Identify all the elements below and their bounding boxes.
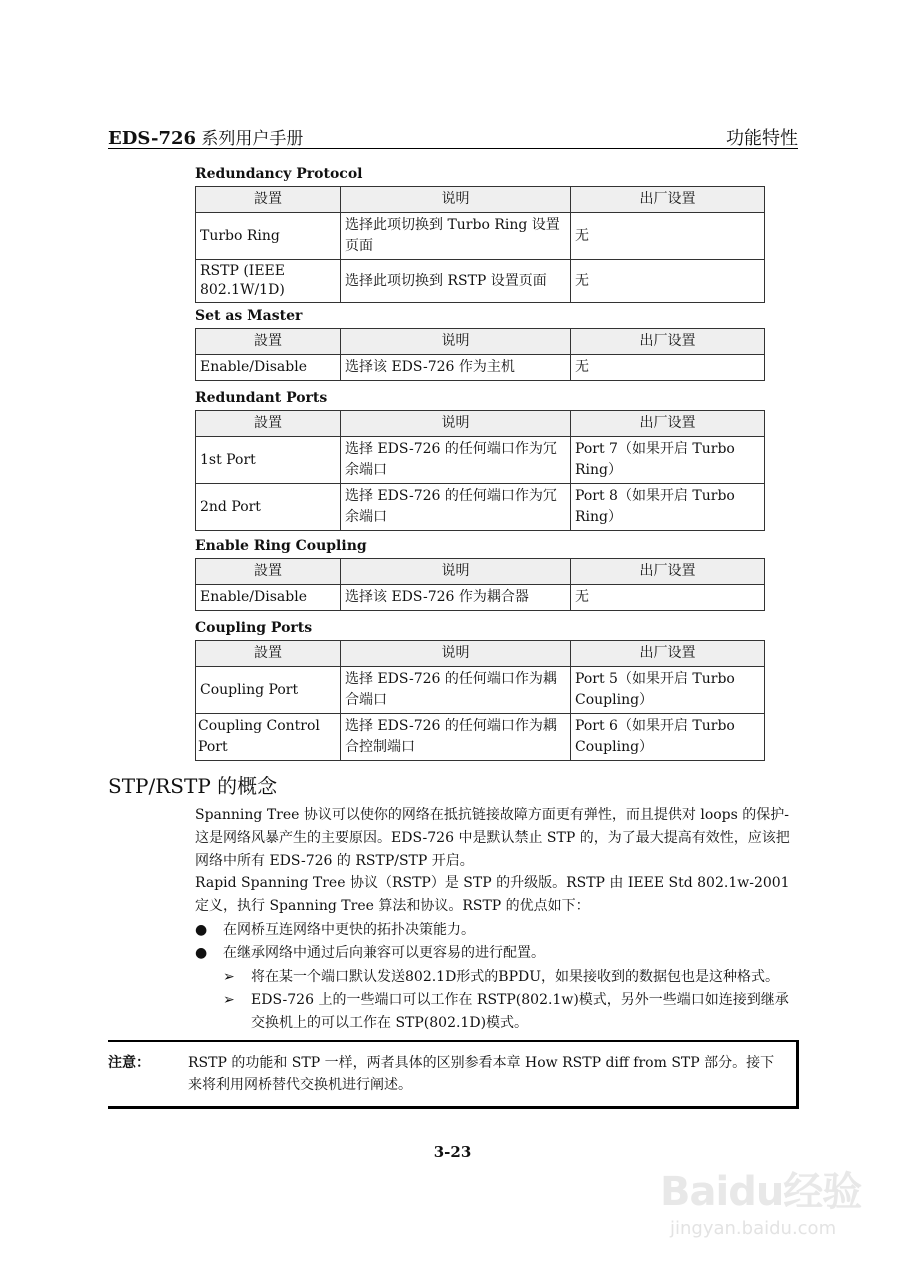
redundant-ports-table xyxy=(195,410,765,531)
page-number: 3-23 xyxy=(433,1143,472,1161)
col-header-setting: 設置 xyxy=(196,411,341,437)
col-header-description: 说明 xyxy=(341,641,571,667)
note-text: RSTP 的功能和 STP 一样，两者具体的区别参看本章 How RSTP diff from STP 部分。接下来将利用网桥替代交换机进行阐述。 xyxy=(188,1055,775,1093)
col-header-default: 出厂设置 xyxy=(571,641,765,667)
cell-default: 无 xyxy=(571,585,765,611)
title-model: EDS-726 xyxy=(108,128,197,149)
cell-description: 选择该 EDS-726 作为主机 xyxy=(341,355,571,381)
col-header-default: 出厂设置 xyxy=(571,187,765,213)
bullet-item xyxy=(195,942,545,965)
cell-setting: Enable/Disable xyxy=(196,355,341,381)
cell-default: Port 7（如果开启 Turbo Ring） xyxy=(571,437,765,484)
table-row xyxy=(196,484,765,531)
cell-description: 选择 EDS-726 的任何端口作为耦合控制端口 xyxy=(341,714,571,761)
enable-ring-coupling-table xyxy=(195,558,765,611)
sub-bullet-text: 将在某一个端口默认发送802.1D形式的BPDU，如果接收到的数据包也是这种格式。 xyxy=(251,969,780,985)
col-header-default: 出厂设置 xyxy=(571,559,765,585)
bullet-dot-icon: ● xyxy=(195,945,208,961)
cell-default: Port 5（如果开启 Turbo Coupling） xyxy=(571,667,765,714)
table-header-row xyxy=(196,329,765,355)
sub-bullet-text: EDS-726 上的一些端口可以工作在 RSTP(802.1w)模式，另外一些端口如连接到继承交换机上的可以工作在 STP(802.1D)模式。 xyxy=(251,992,789,1031)
col-header-setting: 設置 xyxy=(196,559,341,585)
set-as-master-table xyxy=(195,328,765,381)
watermark-url: jingyan.baidu.com xyxy=(670,1218,837,1239)
sub-bullet-item xyxy=(223,966,801,989)
bullet-text: 在网桥互连网络中更快的拓扑决策能力。 xyxy=(223,922,475,938)
table-row xyxy=(196,585,765,611)
set-as-master-title: Set as Master xyxy=(195,308,303,324)
table-row xyxy=(196,437,765,484)
cell-description: 选择 EDS-726 的任何端口作为冗余端口 xyxy=(341,484,571,531)
table-header-row xyxy=(196,411,765,437)
cell-description: 选择该 EDS-726 作为耦合器 xyxy=(341,585,571,611)
cell-default: Port 8（如果开启 Turbo Ring） xyxy=(571,484,765,531)
cell-setting: 2nd Port xyxy=(196,484,341,531)
watermark-brand: Baidu经验 xyxy=(660,1169,862,1215)
col-header-description: 说明 xyxy=(341,559,571,585)
stp-rstp-heading: STP/RSTP 的概念 xyxy=(108,774,278,798)
col-header-description: 说明 xyxy=(341,411,571,437)
table-header-row xyxy=(196,187,765,213)
cell-setting: RSTP (IEEE 802.1W/1D) xyxy=(196,260,341,303)
table-row xyxy=(196,260,765,303)
table-row xyxy=(196,213,765,260)
redundant-ports-title: Redundant Ports xyxy=(195,390,328,406)
cell-description: 选择此项切换到 RSTP 设置页面 xyxy=(341,260,571,303)
col-header-description: 说明 xyxy=(341,329,571,355)
bullet-text: 在继承网络中通过后向兼容可以更容易的进行配置。 xyxy=(223,945,545,961)
baidu-watermark xyxy=(640,1150,890,1260)
stp-paragraph-2: Rapid Spanning Tree 协议（RSTP）是 STP 的升级版。RSTP 由 IEEE Std 802.1w-2001 定义，执行 Spanning Tree 算法和协议。RSTP 的优点如下： xyxy=(195,875,790,914)
arrow-bullet-icon: ➢ xyxy=(223,992,235,1008)
table-row xyxy=(196,714,765,761)
cell-setting: Turbo Ring xyxy=(196,213,341,260)
cell-description: 选择 EDS-726 的任何端口作为耦合端口 xyxy=(341,667,571,714)
col-header-default: 出厂设置 xyxy=(571,411,765,437)
table-header-row xyxy=(196,559,765,585)
note-label: 注意： xyxy=(108,1055,150,1071)
cell-setting: Coupling Port xyxy=(196,667,341,714)
col-header-setting: 設置 xyxy=(196,187,341,213)
table-row xyxy=(196,667,765,714)
sub-bullet-item xyxy=(223,989,801,1035)
cell-setting: Enable/Disable xyxy=(196,585,341,611)
document-title xyxy=(108,124,303,149)
arrow-bullet-icon: ➢ xyxy=(223,969,235,985)
col-header-description: 说明 xyxy=(341,187,571,213)
cell-default: 无 xyxy=(571,213,765,260)
enable-ring-coupling-title: Enable Ring Coupling xyxy=(195,538,367,554)
title-cn: 系列用户手册 xyxy=(196,129,304,149)
cell-default: 无 xyxy=(571,355,765,381)
redundancy-protocol-title: Redundancy Protocol xyxy=(195,166,363,182)
cell-default: 无 xyxy=(571,260,765,303)
table-header-row xyxy=(196,641,765,667)
bullet-dot-icon: ● xyxy=(195,922,208,938)
stp-paragraph-1: Spanning Tree 协议可以使你的网络在抵抗链接故障方面更有弹性，而且提供对 loops 的保护-这是网络风暴产生的主要原因。EDS-726 中是默认禁止 STP 的，为了最大提高有效性，应该把网络中所有 EDS-726 的 RSTP/STP 开启。 xyxy=(195,807,790,869)
section-title: 功能特性 xyxy=(726,128,798,149)
table-row xyxy=(196,355,765,381)
col-header-setting: 設置 xyxy=(196,641,341,667)
redundancy-protocol-table xyxy=(195,186,765,303)
coupling-ports-title: Coupling Ports xyxy=(195,620,313,636)
col-header-default: 出厂设置 xyxy=(571,329,765,355)
cell-setting: Coupling Control Port xyxy=(196,714,341,761)
cell-default: Port 6（如果开启 Turbo Coupling） xyxy=(571,714,765,761)
cell-setting: 1st Port xyxy=(196,437,341,484)
coupling-ports-table xyxy=(195,640,765,761)
cell-description: 选择此项切换到 Turbo Ring 设置页面 xyxy=(341,213,571,260)
note-box xyxy=(108,1040,799,1109)
header-rule xyxy=(108,148,798,149)
bullet-item xyxy=(195,919,475,942)
col-header-setting: 設置 xyxy=(196,329,341,355)
cell-description: 选择 EDS-726 的任何端口作为冗余端口 xyxy=(341,437,571,484)
